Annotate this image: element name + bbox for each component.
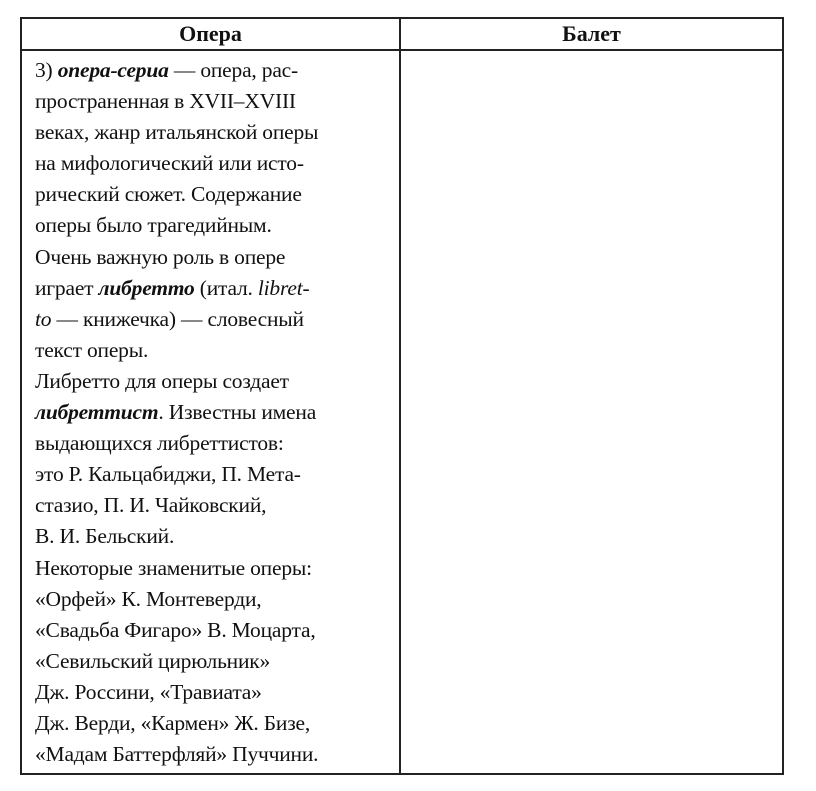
text-line xyxy=(35,397,393,428)
opera-ballet-table xyxy=(20,17,784,775)
text-line: веках, жанр итальянской оперы xyxy=(35,120,319,145)
text-line: Очень важную роль в опере xyxy=(35,244,286,269)
text-line: стазио, П. И. Чайковский, xyxy=(35,493,267,518)
text-segment: — книжечка) — словесный xyxy=(51,306,304,331)
text-line: Некоторые знаменитые оперы: xyxy=(35,555,312,580)
text-line: В. И. Бельский. xyxy=(35,524,175,549)
text-line: выдающихся либреттистов: xyxy=(35,431,284,456)
text-line: на мифологический или исто- xyxy=(35,151,304,176)
opera-cell xyxy=(21,50,400,774)
table-header-row xyxy=(21,18,783,50)
header-opera: Опера xyxy=(21,18,400,50)
text-line: Дж. Россини, «Травиата» xyxy=(35,679,262,704)
header-ballet: Балет xyxy=(400,18,783,50)
text-line: это Р. Кальцабиджи, П. Мета- xyxy=(35,462,301,487)
opera-description xyxy=(22,51,399,770)
text-line: рический сюжет. Содержание xyxy=(35,182,302,207)
term-librettist: либреттист xyxy=(35,400,159,425)
text-segment: — опера, рас- xyxy=(168,58,298,82)
text-line xyxy=(35,304,393,335)
term-libretto: либретто xyxy=(98,275,195,300)
text-line: текст оперы. xyxy=(35,337,149,362)
text-line: Либретто для оперы создает xyxy=(35,368,289,393)
text-segment: играет xyxy=(35,275,99,300)
text-line: оперы было трагедийным. xyxy=(35,213,272,238)
term-opera-seria: опера-сериа xyxy=(57,58,169,82)
text-line: «Севильский цирюльник» xyxy=(35,648,271,673)
text-segment: (итал. xyxy=(194,275,258,300)
italian-word: to xyxy=(35,306,52,331)
text-line: «Мадам Баттерфляй» Пуччини. xyxy=(35,742,319,767)
text-line: пространенная в XVII–XVIII xyxy=(35,89,296,114)
text-line: «Свадьба Фигаро» В. Моцарта, xyxy=(35,617,316,642)
ballet-cell xyxy=(400,50,783,774)
italian-word: libret- xyxy=(257,275,310,300)
text-line: Дж. Верди, «Кармен» Ж. Бизе, xyxy=(35,710,311,735)
text-line: «Орфей» К. Монтеверди, xyxy=(35,586,262,611)
text-segment: 3) xyxy=(35,58,58,82)
text-line xyxy=(35,273,393,304)
text-line xyxy=(35,55,393,86)
table-row xyxy=(21,50,783,774)
ballet-description xyxy=(401,51,782,55)
text-segment: . Известны имена xyxy=(158,400,317,425)
